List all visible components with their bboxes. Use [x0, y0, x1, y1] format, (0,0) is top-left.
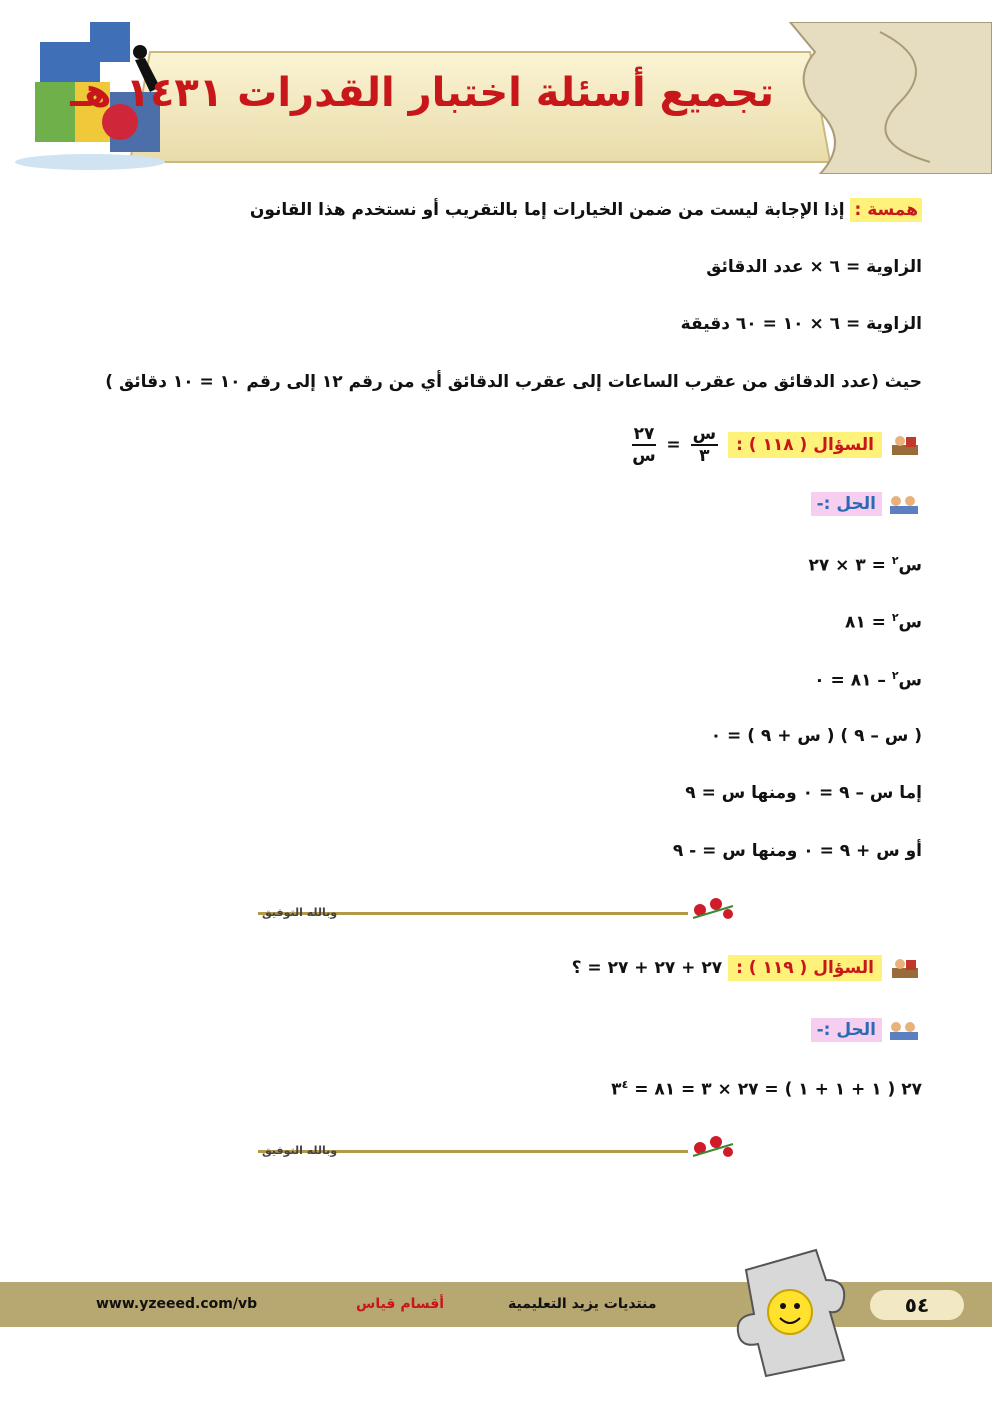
fraction-numerator: ٢٧ — [633, 424, 655, 444]
solution-label: الحل :- — [811, 492, 882, 516]
students-icon — [886, 493, 922, 515]
fraction-denominator: س — [632, 446, 656, 466]
reading-kid-icon — [888, 956, 922, 980]
question-label: السؤال ( ١١٩ ) : — [728, 955, 882, 981]
question-119 — [572, 955, 922, 981]
question-118 — [628, 424, 922, 466]
step-line: س$^٢$ = ٨١ — [844, 611, 922, 633]
fraction-left — [691, 424, 718, 466]
good-luck-text: وبالله التوفيق — [262, 1144, 338, 1157]
question-text: ٢٧ + ٢٧ + ٢٧ = ؟ — [571, 958, 723, 978]
page-number: ٥٤ — [870, 1290, 964, 1320]
fraction-right — [632, 424, 657, 466]
equals-sign: = — [666, 435, 681, 455]
step-line: أو س + ٩ = ٠ ومنها س = - ٩ — [672, 841, 922, 861]
tip-label: همسة : — [850, 198, 922, 222]
tip-line — [250, 200, 922, 220]
fraction-denominator: ٣ — [699, 446, 710, 466]
site-url: www.yzeeed.com/vb — [96, 1296, 258, 1312]
page-title: تجميع أسئلة اختبار القدرات ١٤٣١ هـ — [70, 70, 774, 116]
tip-text: إذا الإجابة ليست من ضمن الخيارات إما بالتقريب أو نستخدم هذا القانون — [249, 200, 845, 220]
forum-name: منتديات يزيد التعليمية — [508, 1296, 657, 1312]
formula-line-2: الزاوية = ٦ × ١٠ = ٦٠ دقيقة — [680, 314, 922, 334]
reading-kid-icon — [888, 433, 922, 457]
solution-heading-118 — [811, 492, 922, 516]
solution-heading-119 — [811, 1018, 922, 1042]
solution-label: الحل :- — [811, 1018, 882, 1042]
step-line: ٢٧ ( ١ + ١ + ١ ) = ٢٧ × ٣ = ٨١ = $٣^٤$ — [611, 1078, 922, 1100]
formula-line-3: حيث (عدد الدقائق من عقرب الساعات إلى عقرب الدقائق أي من رقم ١٢ إلى رقم ١٠ = ١٠ دقائق ) — [105, 372, 922, 392]
step-line: س$^٢$ = ٣ × ٢٧ — [808, 554, 922, 576]
roses-icon — [688, 1134, 738, 1166]
good-luck-text: وبالله التوفيق — [262, 906, 338, 919]
formula-line-1: الزاوية = ٦ × عدد الدقائق — [706, 257, 922, 277]
step-line: إما س – ٩ = ٠ ومنها س = ٩ — [685, 783, 922, 803]
roses-icon — [688, 896, 738, 928]
students-icon — [886, 1019, 922, 1041]
smiley-puzzle-icon — [726, 1240, 866, 1384]
step-line: س$^٢$ – ٨١ = ٠ — [814, 669, 922, 691]
step-line: ( س – ٩ ) ( س + ٩ ) = ٠ — [710, 726, 922, 746]
section-name: أقسام قياس — [356, 1296, 445, 1312]
question-label: السؤال ( ١١٨ ) : — [728, 432, 882, 458]
fraction-numerator: س — [692, 424, 717, 444]
